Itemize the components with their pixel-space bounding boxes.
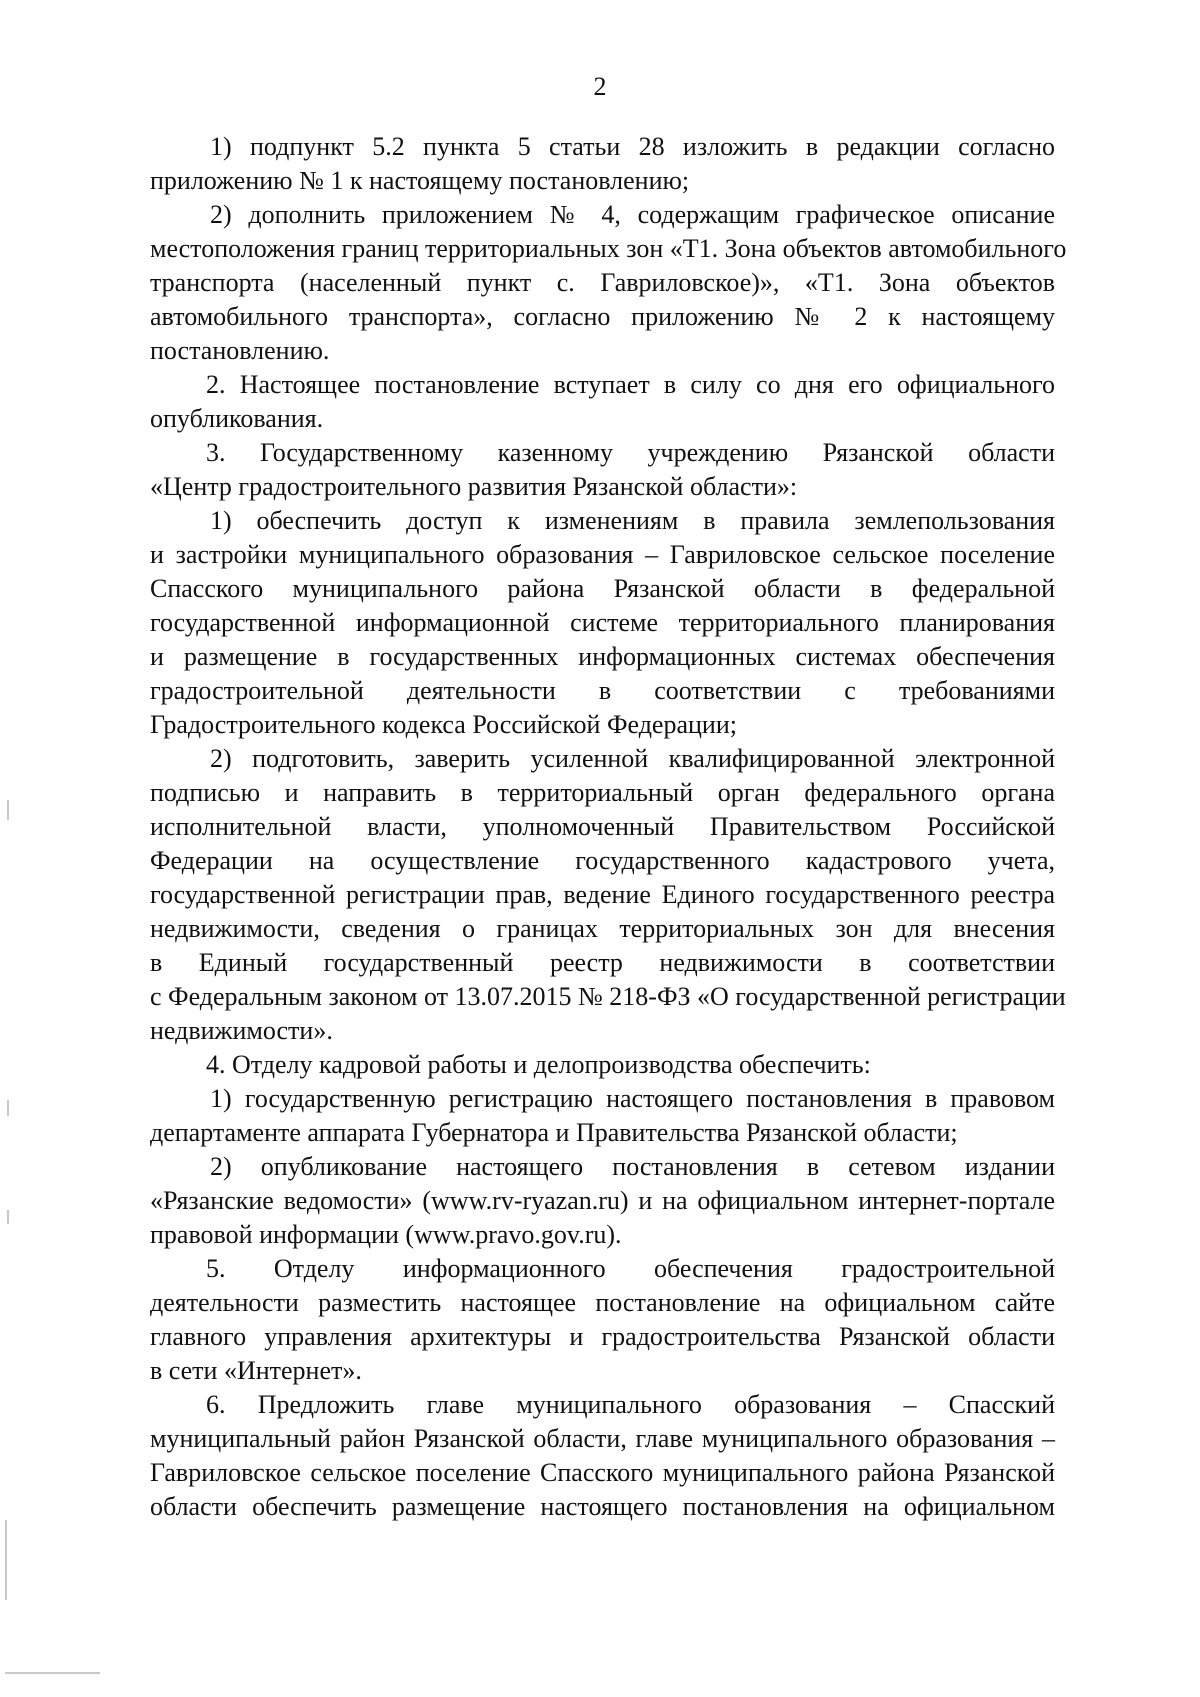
paragraph-line: 5. Отделу информационного обеспечения градостроительной [206,1254,1055,1283]
scan-artifact [5,1672,100,1674]
paragraph-line: постановлению. [150,336,330,365]
paragraph-line: деятельности разместить настоящее постановление на официальном сайте [150,1288,1055,1317]
paragraph-line: муниципальный район Рязанской области, главе муниципального образования – [150,1424,1055,1453]
scan-artifact [7,800,9,820]
paragraph-line: Федерации на осуществление государственного кадастрового учета, [150,846,1055,875]
paragraph-line: местоположения границ территориальных зон «Т1. Зона объектов автомобильного [150,234,1067,263]
scan-artifact [7,1210,9,1224]
paragraph-line: подписью и направить в территориальный орган федерального органа [150,778,1055,807]
paragraph-line: недвижимости, сведения о границах территориальных зон для внесения [150,914,1055,943]
paragraph-line: недвижимости». [150,1016,333,1045]
paragraph-line: главного управления архитектуры и градостроительства Рязанской области [150,1322,1055,1351]
paragraph-line: приложению № 1 к настоящему постановлению; [150,166,690,195]
paragraph-line: государственной регистрации прав, ведение Единого государственного реестра [150,880,1055,909]
paragraph-line: Спасского муниципального района Рязанской области в федеральной [150,574,1055,603]
scan-artifact [7,1100,9,1116]
paragraph-line: Градостроительного кодекса Российской Федерации; [150,710,737,739]
paragraph-line: 2) опубликование настоящего постановления в сетевом издании [210,1152,1055,1181]
paragraph-line: и размещение в государственных информационных системах обеспечения [150,642,1055,671]
paragraph-line: 3. Государственному казенному учреждению Рязанской области [206,438,1055,467]
paragraph-line: в Единый государственный реестр недвижимости в соответствии [150,948,1055,977]
paragraph-line: области обеспечить размещение настоящего постановления на официальном [150,1492,1055,1521]
paragraph-line: 2) дополнить приложением № 4, содержащим графическое описание [210,200,1055,229]
page-number: 2 [593,72,607,101]
paragraph-line: 1) обеспечить доступ к изменениям в правила землепользования [210,506,1055,535]
paragraph-line: и застройки муниципального образования – Гавриловское сельское поселение [150,540,1055,569]
paragraph-line: транспорта (населенный пункт с. Гавриловское)», «Т1. Зона объектов [150,268,1055,297]
scan-artifact [5,1520,7,1600]
paragraph-line: «Центр градостроительного развития Рязанской области»: [150,472,798,501]
paragraph-line: 1) подпункт 5.2 пункта 5 статьи 28 изложить в редакции согласно [210,132,1055,161]
paragraph-line: в сети «Интернет». [150,1356,362,1385]
paragraph-line: правовой информации (www.pravo.gov.ru). [150,1220,622,1249]
paragraph-line: опубликования. [150,404,324,433]
paragraph-line: градостроительной деятельности в соответствии с требованиями [150,676,1055,705]
paragraph-line: государственной информационной системе территориального планирования [150,608,1055,637]
paragraph-line: с Федеральным законом от 13.07.2015 № 218-ФЗ «О государственной регистрации [150,982,1066,1011]
paragraph-line: департаменте аппарата Губернатора и Правительства Рязанской области; [150,1118,958,1147]
paragraph-line: «Рязанские ведомости» (www.rv-ryazan.ru) и на официальном интернет-портале [150,1186,1055,1215]
paragraph-line: 1) государственную регистрацию настоящего постановления в правовом [210,1084,1055,1113]
paragraph-line: Гавриловское сельское поселение Спасского муниципального района Рязанской [150,1458,1055,1487]
paragraph-line: исполнительной власти, уполномоченный Правительством Российской [150,812,1055,841]
paragraph-line: 2. Настоящее постановление вступает в силу со дня его официального [206,370,1055,399]
paragraph-line: 6. Предложить главе муниципального образования – Спасский [206,1390,1055,1419]
document-body [150,130,1067,1524]
paragraph-line: 4. Отделу кадровой работы и делопроизводства обеспечить: [206,1050,871,1079]
paragraph-line: 2) подготовить, заверить усиленной квалифицированной электронной [210,744,1055,773]
paragraph-line: автомобильного транспорта», согласно приложению № 2 к настоящему [150,302,1055,331]
